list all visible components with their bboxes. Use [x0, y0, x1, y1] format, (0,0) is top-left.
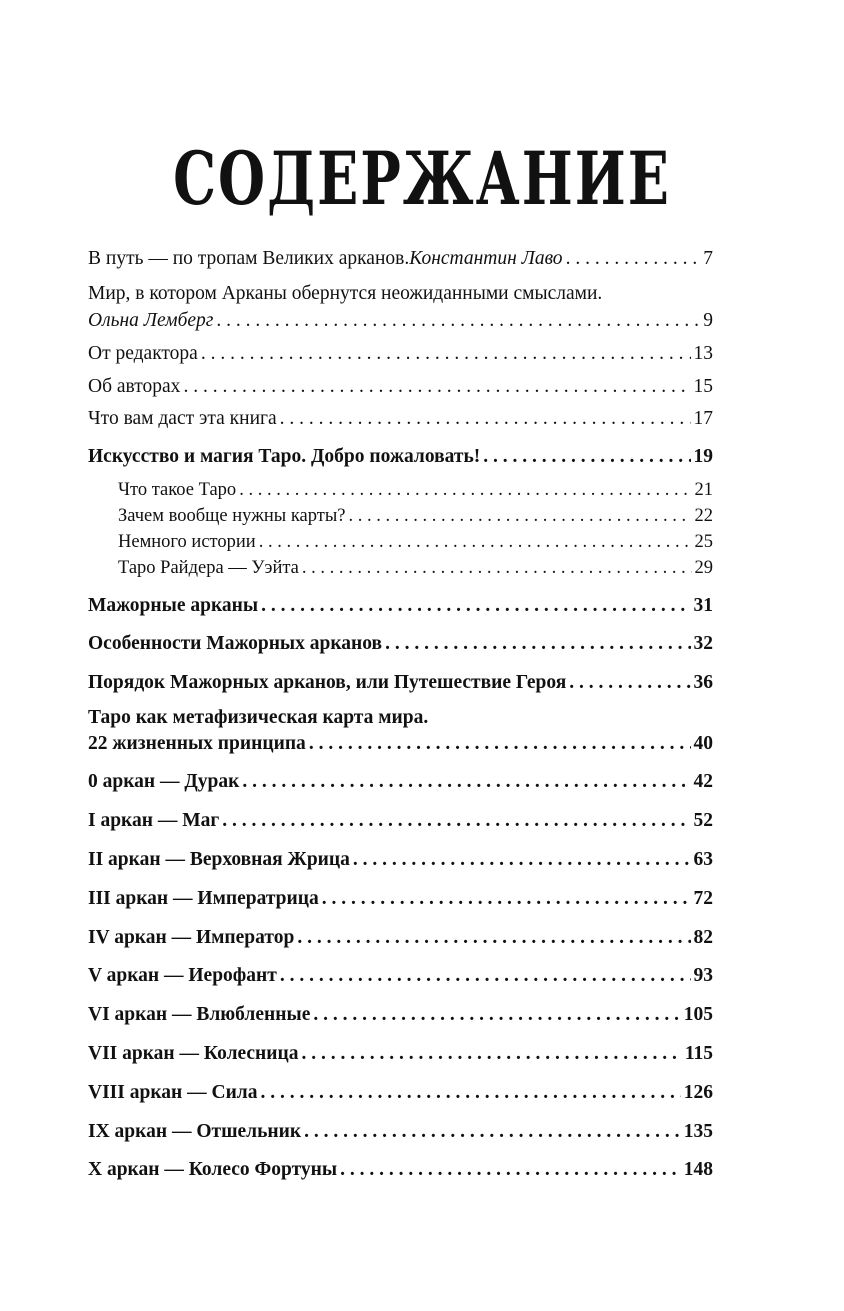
- toc-page-number: 21: [694, 480, 713, 500]
- toc-entry-title: Мажорные арканы: [88, 595, 259, 616]
- dot-leader: [201, 342, 691, 366]
- dot-leader: [302, 556, 692, 580]
- toc-page-number: 19: [693, 446, 713, 467]
- toc-entry[interactable]: [88, 809, 713, 833]
- toc-page-number: 9: [703, 310, 713, 331]
- dot-leader: [353, 848, 691, 872]
- toc-entry-title-line1[interactable]: Мир, в котором Арканы обернутся неожиданными смыслами.: [88, 283, 603, 304]
- toc-page-number: 25: [694, 532, 713, 552]
- toc-entry-title: 0 аркан — Дурак: [88, 771, 240, 792]
- dot-leader: [216, 309, 700, 333]
- dot-leader: [313, 1003, 680, 1027]
- toc-entry[interactable]: [88, 594, 713, 618]
- toc-entry-title: Немного истории: [118, 532, 256, 552]
- toc-entry[interactable]: [88, 342, 713, 366]
- toc-entry[interactable]: [88, 1158, 713, 1182]
- toc-entry[interactable]: [88, 309, 713, 333]
- toc-page-number: 72: [693, 888, 713, 909]
- toc-subentry[interactable]: [118, 504, 713, 528]
- toc-entry-title: Особенности Мажорных арканов: [88, 633, 383, 654]
- toc-entry[interactable]: [88, 632, 713, 656]
- dot-leader: [297, 926, 690, 950]
- dot-leader: [304, 1120, 681, 1144]
- toc-entry-title: VII аркан — Колесница: [88, 1043, 299, 1064]
- toc-entry-title: От редактора: [88, 343, 198, 364]
- toc-entry-author: Константин Лаво: [409, 248, 563, 269]
- dot-leader: [259, 530, 692, 554]
- toc-entry-title: Зачем вообще нужны карты?: [118, 506, 346, 526]
- dot-leader: [239, 478, 691, 502]
- dot-leader: [261, 1081, 681, 1105]
- dot-leader: [569, 671, 690, 695]
- toc-page-number: 52: [693, 810, 713, 831]
- toc-page-number: 13: [693, 343, 713, 364]
- toc-subentry[interactable]: [118, 478, 713, 502]
- toc-page-number: 7: [703, 248, 713, 269]
- toc-entry-author: Ольна Лемберг: [88, 310, 214, 331]
- toc-page-number: 63: [693, 849, 713, 870]
- toc-entry-title: В путь — по тропам Великих арканов.: [88, 248, 410, 269]
- toc-entry[interactable]: [88, 848, 713, 872]
- toc-entry[interactable]: [88, 247, 713, 271]
- toc-entry[interactable]: [88, 964, 713, 988]
- toc-entry[interactable]: [88, 732, 713, 756]
- toc-page-number: 31: [693, 595, 713, 616]
- toc-page-number: 42: [693, 771, 713, 792]
- toc-entry[interactable]: [88, 1120, 713, 1144]
- dot-leader: [348, 504, 691, 528]
- toc-page-number: 93: [693, 965, 713, 986]
- toc-page-number: 29: [694, 558, 713, 578]
- toc-entry-title: X аркан — Колесо Фортуны: [88, 1159, 338, 1180]
- dot-leader: [280, 407, 691, 431]
- toc-subentry[interactable]: [118, 556, 713, 580]
- toc-entry-title: Таро Райдера — Уэйта: [118, 558, 299, 578]
- dot-leader: [385, 632, 690, 656]
- dot-leader: [309, 732, 691, 756]
- toc-entry-title: VI аркан — Влюбленные: [88, 1004, 311, 1025]
- toc-page-number: 115: [684, 1043, 713, 1064]
- toc-entry[interactable]: [88, 671, 713, 695]
- toc-entry-title: IV аркан — Император: [88, 927, 295, 948]
- toc-page-number: 82: [693, 927, 713, 948]
- toc-page-number: 40: [693, 733, 713, 754]
- dot-leader: [183, 375, 690, 399]
- dot-leader: [242, 770, 690, 794]
- toc-entry-title: II аркан — Верховная Жрица: [88, 849, 350, 870]
- page-title: СОДЕРЖАНИЕ: [173, 135, 671, 222]
- toc-page-number: 17: [693, 408, 713, 429]
- toc-page-number: 32: [693, 633, 713, 654]
- toc-entry-title: VIII аркан — Сила: [88, 1082, 258, 1103]
- dot-leader: [340, 1158, 681, 1182]
- toc-entry[interactable]: [88, 1042, 713, 1066]
- toc-entry[interactable]: [88, 445, 713, 469]
- toc-entry[interactable]: [88, 926, 713, 950]
- toc-entry[interactable]: [88, 887, 713, 911]
- dot-leader: [302, 1042, 682, 1066]
- dot-leader: [280, 964, 691, 988]
- toc-entry-title: IX аркан — Отшельник: [88, 1121, 302, 1142]
- toc-entry-title: V аркан — Иерофант: [88, 965, 277, 986]
- toc-entry-title-line1[interactable]: Таро как метафизическая карта мира.: [88, 707, 429, 728]
- toc-entry-title: Искусство и магия Таро. Добро пожаловать!: [88, 446, 481, 467]
- toc-entry[interactable]: [88, 1003, 713, 1027]
- toc-page-number: 135: [683, 1121, 713, 1142]
- toc-page-number: 15: [693, 376, 713, 397]
- toc-entry[interactable]: [88, 375, 713, 399]
- toc-entry-title: Что вам даст эта книга: [88, 408, 277, 429]
- toc-page-number: 148: [683, 1159, 713, 1180]
- toc-entry[interactable]: [88, 1081, 713, 1105]
- toc-entry-title: Об авторах: [88, 376, 181, 397]
- toc-subentry[interactable]: [118, 530, 713, 554]
- toc-entry-title: Что такое Таро: [118, 480, 237, 500]
- dot-leader: [261, 594, 690, 618]
- dot-leader: [483, 445, 690, 469]
- toc-entry-title: I аркан — Маг: [88, 810, 220, 831]
- dot-leader: [222, 809, 690, 833]
- toc-page-number: 126: [683, 1082, 713, 1103]
- toc-entry-title: III аркан — Императрица: [88, 888, 319, 909]
- dot-leader: [322, 887, 691, 911]
- toc-page-number: 22: [694, 506, 713, 526]
- toc-entry-title: 22 жизненных принципа: [88, 733, 306, 754]
- dot-leader: [566, 247, 701, 271]
- toc-entry[interactable]: [88, 770, 713, 794]
- toc-entry[interactable]: [88, 407, 713, 431]
- toc-page-number: 105: [683, 1004, 713, 1025]
- toc-page-number: 36: [693, 672, 713, 693]
- toc-entry-title: Порядок Мажорных арканов, или Путешествие Героя: [88, 672, 567, 693]
